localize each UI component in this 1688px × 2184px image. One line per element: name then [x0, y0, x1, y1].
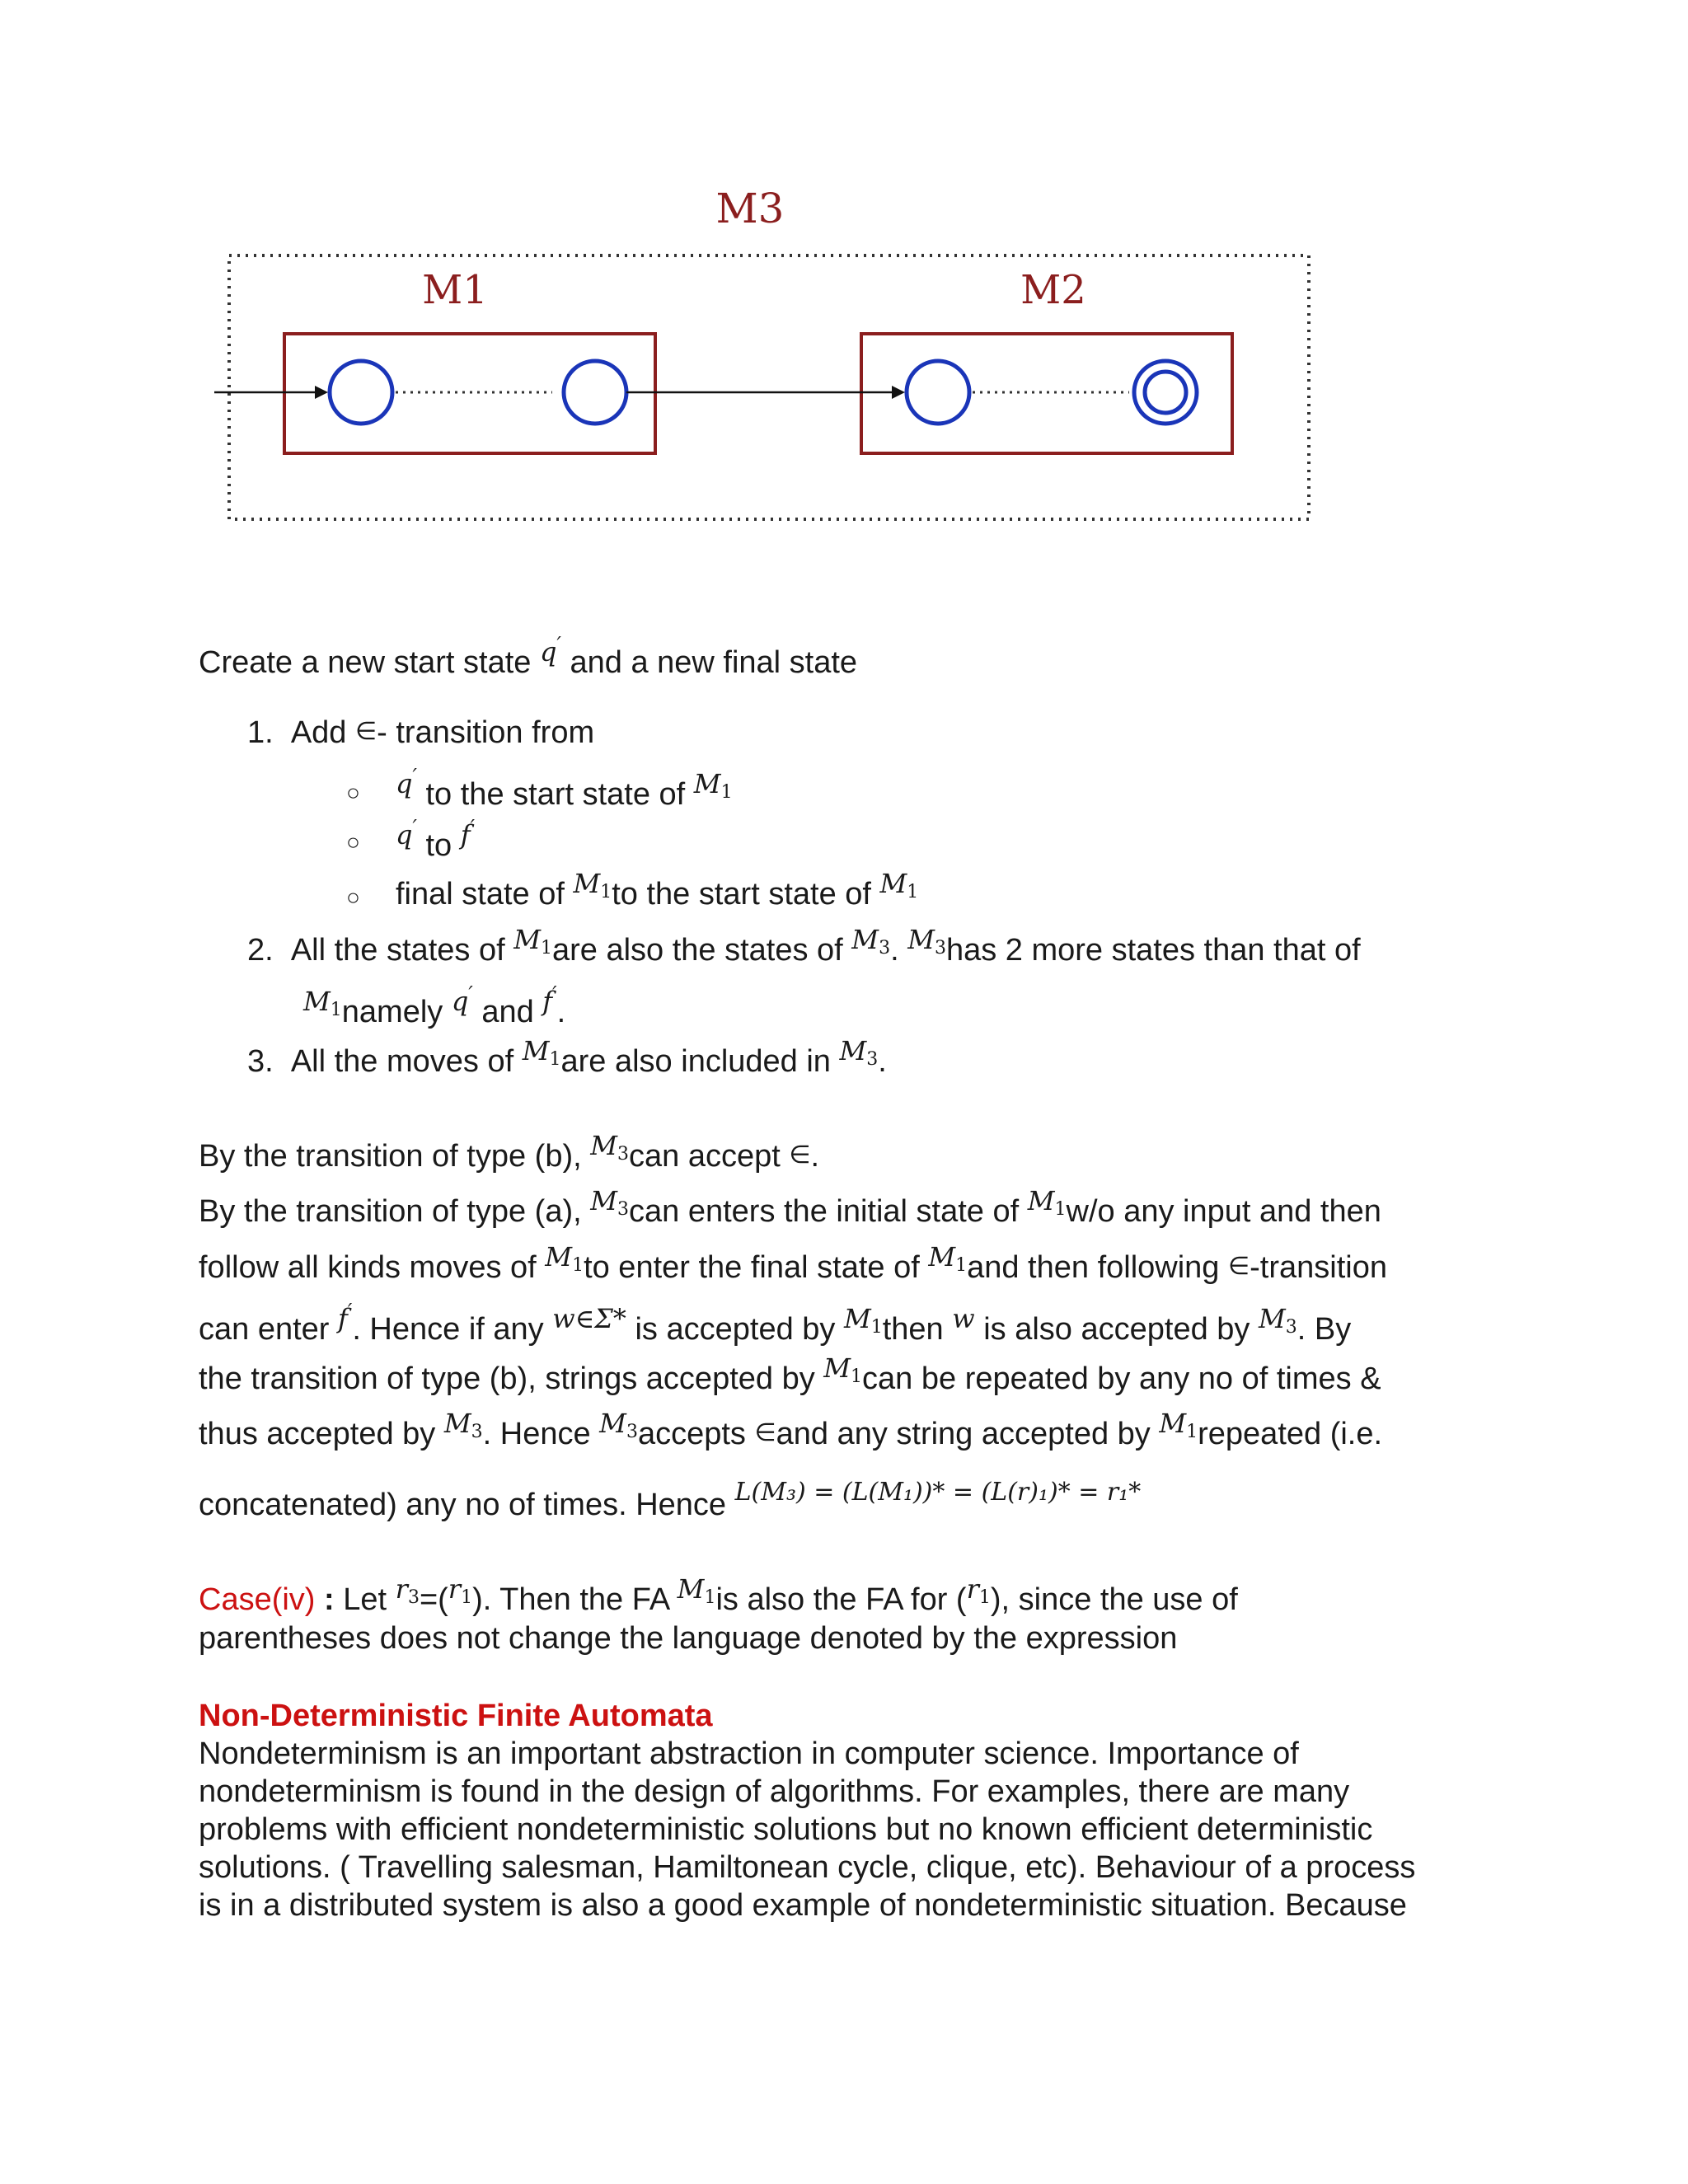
m1-final-state	[564, 361, 626, 424]
para-line-4: can enter $^{f'}$. Hence if any $^{w\in\Sigma*}$ is accepted by $^{M_1}$then $^w$ is also accepted by $^{M_3}$. By	[199, 1300, 1352, 1347]
start-arrow-head	[315, 386, 328, 399]
para-line-7: concatenated) any no of times. Hence $^{L(M_3) = (L(M_1))* = (L(r)_1)* = r_1*}$	[199, 1478, 1142, 1522]
automaton-diagram	[214, 181, 1327, 536]
closure-formula: L(M₃) = (L(M₁))* = (L(r)₁)* = r₁*	[734, 1478, 1142, 1507]
case-iv-label: Case(iv)	[199, 1582, 316, 1617]
nfa-line: Nondeterminism is an important abstraction in computer science. Importance of	[199, 1736, 1299, 1771]
nfa-line: nondeterminism is found in the design of algorithms. For examples, there are many	[199, 1774, 1350, 1809]
m2-label: M2	[1020, 267, 1086, 313]
para-line-1: By the transition of type (b), $^{M_3}$can accept ∈.	[199, 1130, 820, 1174]
m2-start-state	[907, 361, 969, 424]
m2-final-state-inner	[1145, 372, 1186, 413]
para-line-2: By the transition of type (a), $^{M_3}$can enters the initial state of $^{M_1}$w/o any input and then	[199, 1185, 1381, 1229]
list-item-3: 3. All the moves of $^{M_1}$are also included in $^{M_3}$.	[247, 1035, 887, 1079]
para-line-6: thus accepted by $^{M_3}$. Hence $^{M_3}$accepts ∈and any string accepted by $^{M_1}$repeated (i.e.	[199, 1408, 1383, 1451]
bullet-icon: ○	[346, 829, 360, 855]
connect-arrow-head	[892, 386, 905, 399]
list-item-1: 1. Add ∈- transition from	[247, 715, 595, 750]
para-line-3: follow all kinds moves of $^{M_1}$to enter the final state of $^{M_1}$and then following ∈-transition	[199, 1241, 1387, 1285]
m3-label: M3	[715, 185, 785, 232]
list-item-2: 2. All the states of $^{M_1}$are also the states of $^{M_3}$. $^{M_3}$has 2 more states than that of	[247, 924, 1361, 968]
bullet-icon: ○	[346, 884, 360, 910]
sub-item-3: final state of $^{M_1}$to the start state of $^{M_1}$	[396, 868, 919, 912]
list-item-2-cont: $^{M_1}$namely $^{q'}$ and $^{f'}$.	[303, 982, 566, 1029]
nfa-line: is in a distributed system is also a good example of nondeterministic situation. Because	[199, 1888, 1407, 1923]
case-iv-line-1: Case(iv) : Let $^{r_3}$=($^{r_1}$). Then the FA $^{M_1}$is also the FA for ($^{r_1}$), since the use of	[199, 1573, 1238, 1617]
bullet-icon: ○	[346, 780, 360, 805]
section-heading: Non-Deterministic Finite Automata	[199, 1699, 713, 1733]
nfa-line: solutions. ( Travelling salesman, Hamiltonean cycle, clique, etc). Behaviour of a process	[199, 1850, 1416, 1885]
sub-item-2: $^{q'}$ to $^{f'}$	[396, 816, 476, 863]
diagram-svg	[214, 181, 1327, 536]
intro-line: Create a new start state $^{q'}$ and a new final state	[199, 633, 858, 680]
case-iv-line-2: parentheses does not change the language denoted by the expression	[199, 1621, 1178, 1656]
m1-label: M1	[422, 267, 488, 313]
nfa-line: problems with efficient nondeterministic solutions but no known efficient deterministic	[199, 1812, 1373, 1847]
sub-item-1: $^{q'}$ to the start state of $^{M_1}$	[396, 765, 733, 812]
m1-start-state	[330, 361, 392, 424]
para-line-5: the transition of type (b), strings accepted by $^{M_1}$can be repeated by any no of times &	[199, 1352, 1381, 1396]
